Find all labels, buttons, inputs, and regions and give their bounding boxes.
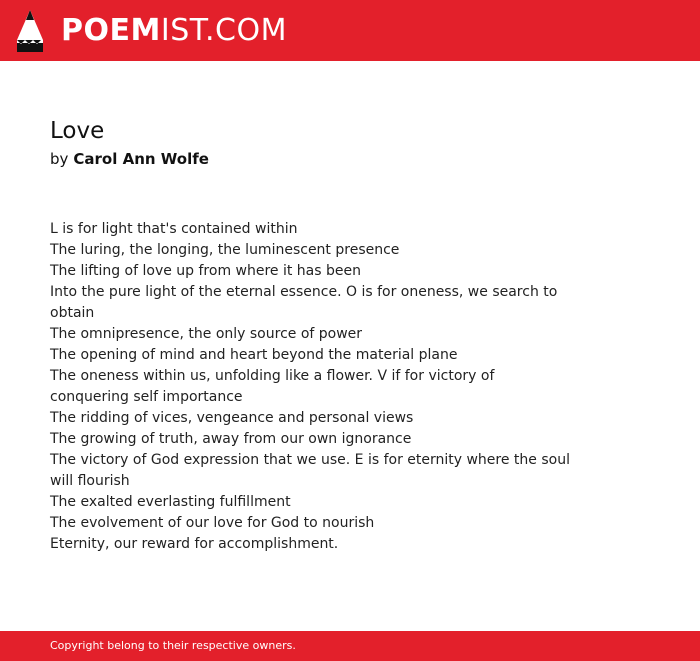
site-logo[interactable] (61, 13, 287, 49)
site-footer (0, 631, 700, 661)
poem-line: Into the pure light of the eternal essence. O is for oneness, we search to obtain (50, 284, 558, 321)
poem-line: The victory of God expression that we use. E is for eternity where the soul will flourish (50, 452, 570, 489)
poem-line: The oneness within us, unfolding like a flower. V if for victory of conquering self importance (50, 368, 495, 405)
poem-title: Love (50, 118, 105, 144)
by-label: by (50, 150, 69, 168)
poem-line: The exalted everlasting fulfillment (50, 494, 291, 510)
poem-line: The ridding of vices, vengeance and personal views (50, 410, 414, 426)
pencil-tip-icon[interactable] (17, 10, 43, 52)
logo-light-text: IST.COM (160, 13, 287, 48)
poem-line: Eternity, our reward for accomplishment. (50, 536, 339, 552)
poem-byline (50, 149, 209, 169)
poem-line: L is for light that's contained within (50, 221, 298, 237)
copyright-text: Copyright belong to their respective owners. (50, 639, 296, 652)
poem-line: The opening of mind and heart beyond the material plane (50, 347, 458, 363)
poem-line: The lifting of love up from where it has been (50, 263, 361, 279)
poem-line: The omnipresence, the only source of power (50, 326, 363, 342)
logo-bold-text: POEM (61, 13, 161, 48)
site-header (0, 0, 700, 61)
poem-line: The evolvement of our love for God to nourish (50, 515, 375, 531)
poem-line: The growing of truth, away from our own ignorance (50, 431, 412, 447)
poem-line: The luring, the longing, the luminescent presence (50, 242, 400, 258)
poem-body (50, 219, 570, 555)
author-name: Carol Ann Wolfe (73, 150, 209, 168)
